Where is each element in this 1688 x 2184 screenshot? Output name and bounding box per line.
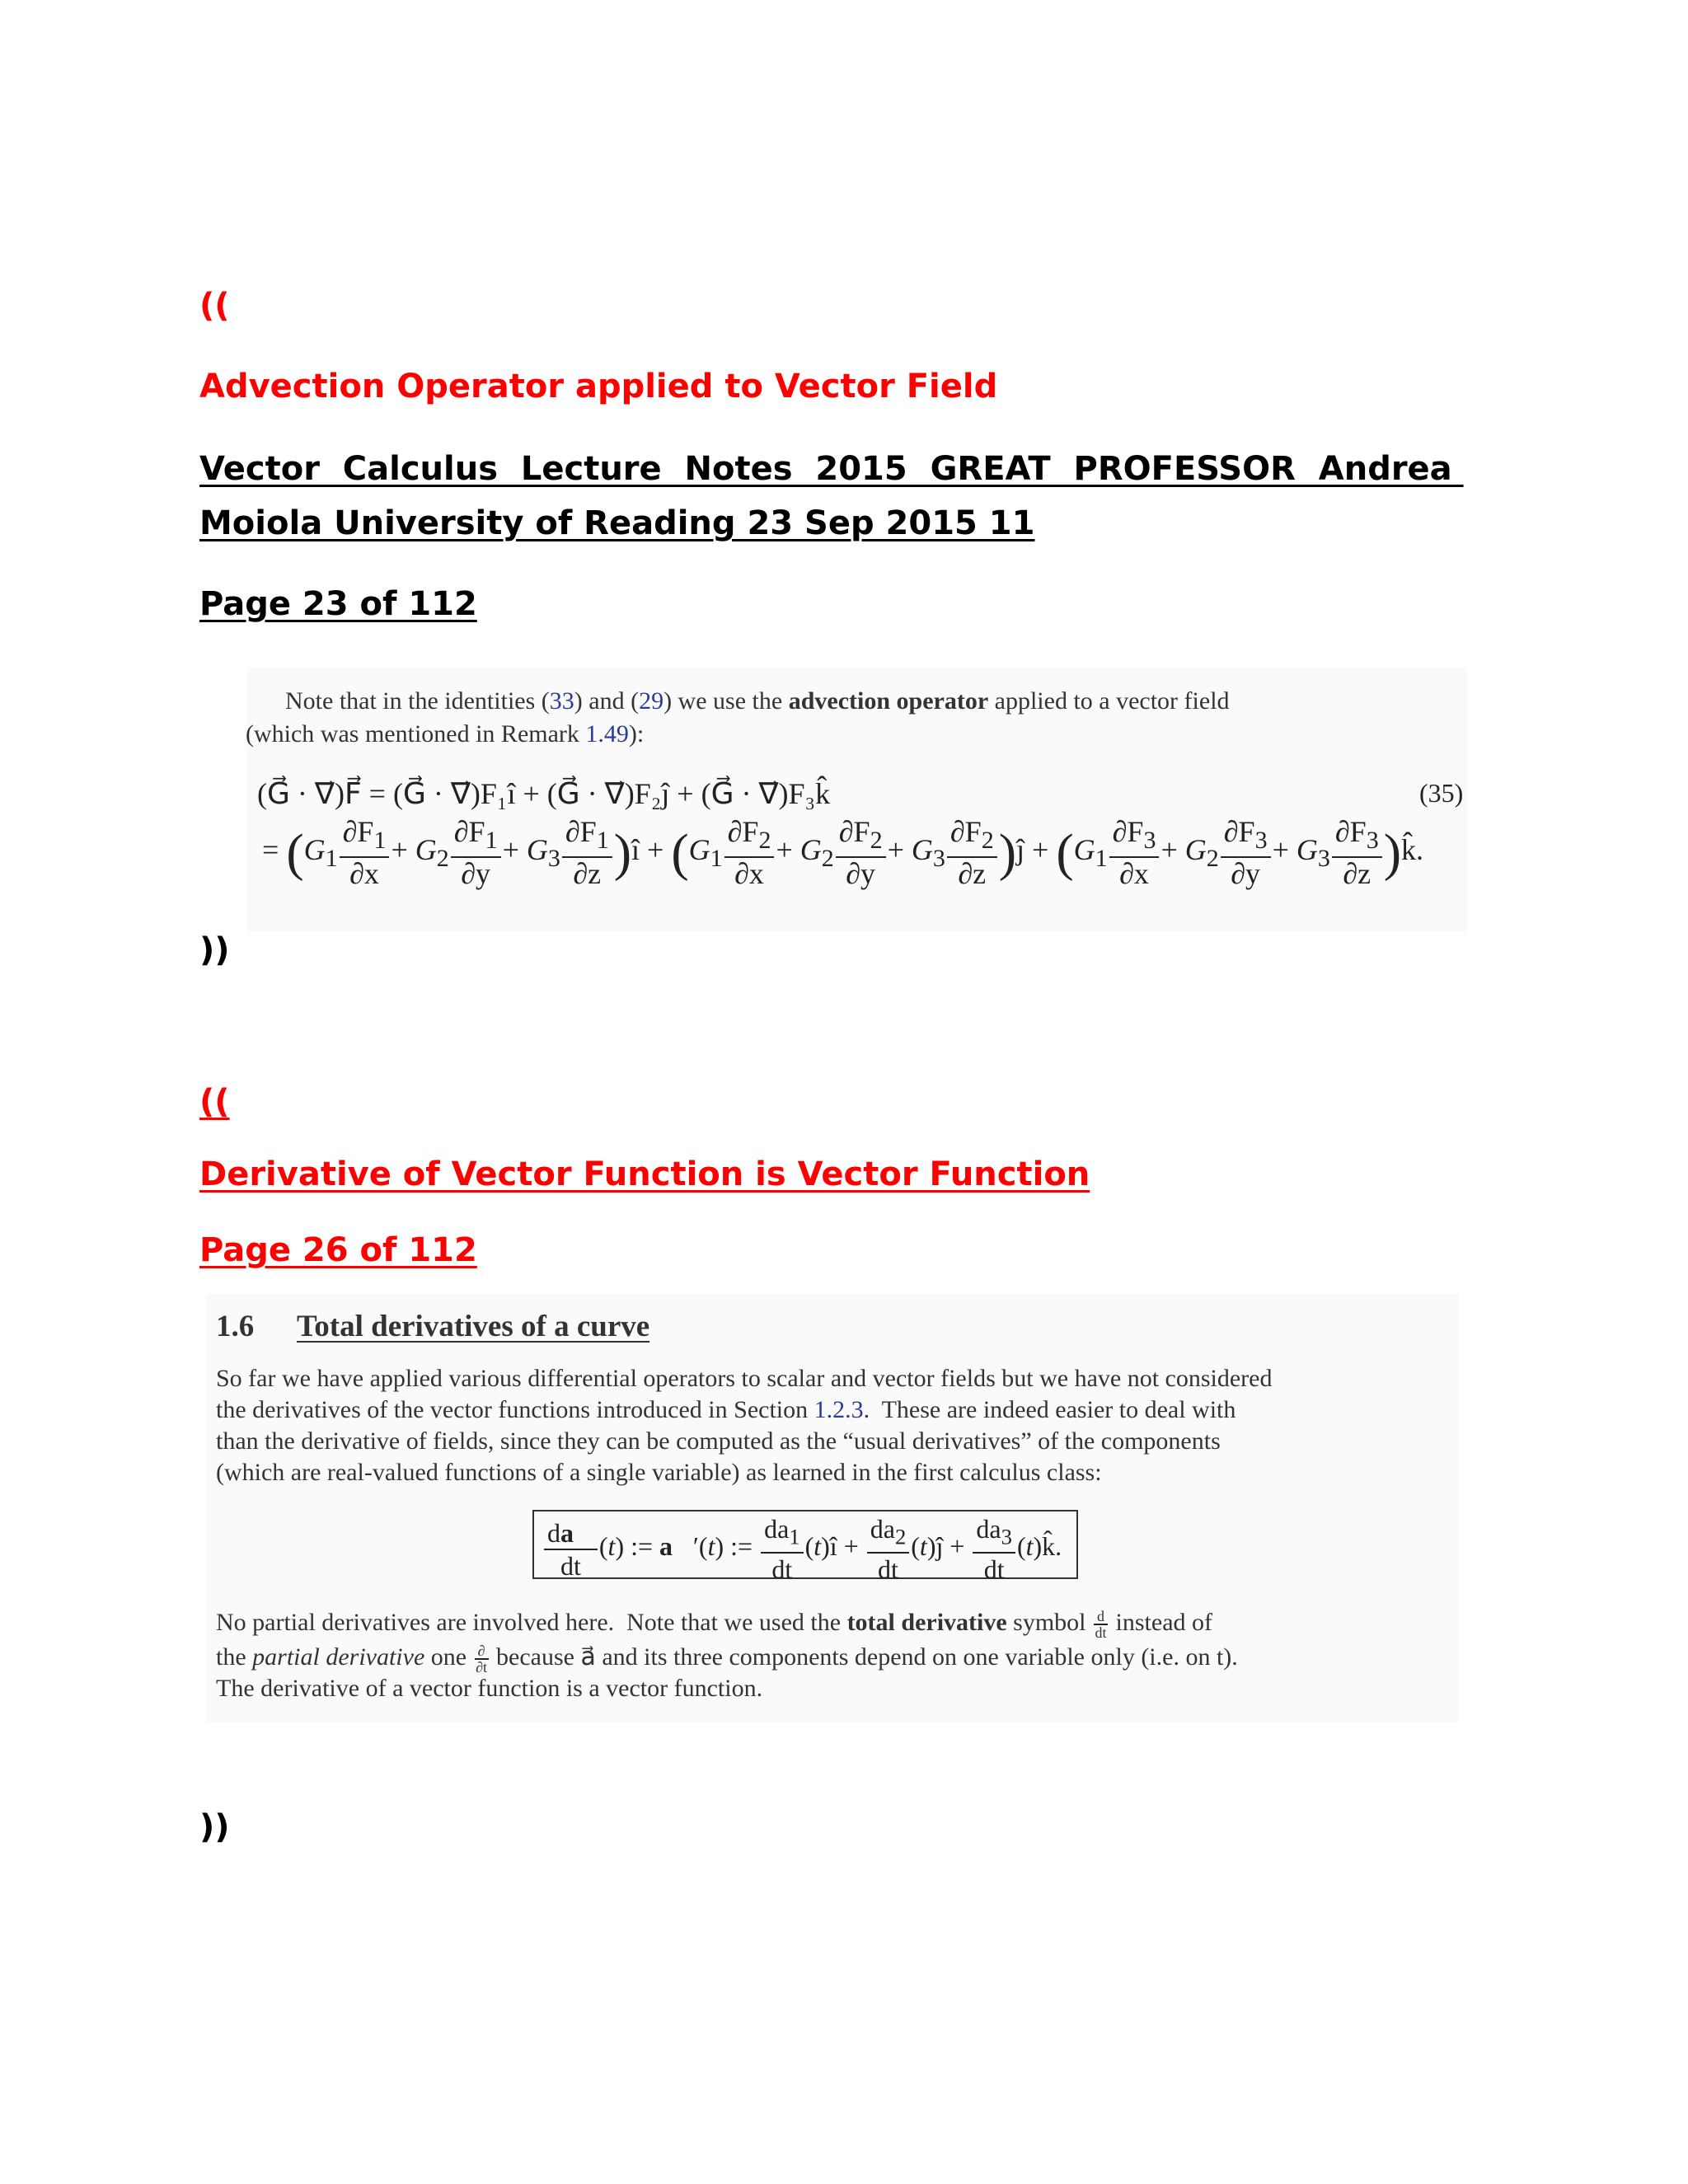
ref-29-link[interactable]: 29: [639, 687, 664, 715]
para2-line2c: because a⃗ and its three components depend on one variable only (i.e. on t).: [490, 1643, 1238, 1671]
para1-line2: [216, 1394, 1236, 1425]
total-derivative-term: total derivative: [846, 1609, 1007, 1636]
para2-line1b: symbol: [1006, 1609, 1093, 1636]
section-number: 1.6: [216, 1310, 255, 1343]
equation-35-line1: (G⃗ · ∇⃗)F⃗ = (G⃗ · ∇⃗)F₁î + (G⃗ · ∇⃗)F₂ĵ + (G⃗ · ∇⃗)F₃k̂: [257, 777, 831, 810]
text-f: ):: [628, 720, 645, 748]
close-marker-1: )): [199, 931, 230, 969]
section-title-advection: Advection Operator applied to Vector Field: [199, 368, 998, 405]
text-c: ) we use the: [663, 687, 789, 715]
equation-35-line2: = ($G_1$ $\frac{\partial F_1}{\partial x}$ + $G_2$ $\frac{\partial F_1}{\partial y}$ + $G_3$ $\frac{\partial F_1}{\partial z}$ )î + ($G_1$ $\frac{\partial F_2}{\partial x}$ + $G_2$ $\frac{\partial F_2}{\partial y}$ + $G_3$ $\frac{\partial F_2}{\partial z}$ )ĵ + ($G_1$ $\frac{\partial F_3}{\partial x}$ + $G_2$ $\frac{\partial F_3}{\partial y}$ + $G_3$ $\frac{\partial F_3}{\partial z}$ )k̂.: [262, 815, 1423, 891]
page-ref-23: Page 23 of 112: [199, 585, 477, 623]
boxed-derivative-formula: $\frac{da⃗}{dt}$ (t) := a⃗′(t) := $\frac{da_1}{dt}$ (t)î + $\frac{da_2}{dt}$ (t)ĵ + $\frac{da_3}{dt}$ (t)k̂.: [532, 1510, 1078, 1579]
equation-number-35: (35): [1419, 778, 1464, 808]
text-e: (which was mentioned in Remark: [246, 720, 586, 748]
para2-line2b: one: [424, 1643, 473, 1671]
para2-line1: [216, 1607, 1212, 1640]
para2-line2a: the: [216, 1643, 253, 1671]
excerpt1-line2: [246, 719, 644, 749]
text-a: Note that in the identities (: [285, 687, 550, 715]
para1-line2a: the derivatives of the vector functions introduced in Section: [216, 1396, 814, 1423]
text-d: applied to a vector field: [988, 687, 1230, 715]
text-b: ) and (: [574, 687, 640, 715]
d-dt-symbol: $\frac{d}{dt}$: [1095, 1608, 1107, 1642]
para2-line1a: No partial derivatives are involved here. Note that we used the: [216, 1609, 847, 1636]
para2-line3: The derivative of a vector function is a vector function.: [216, 1675, 763, 1702]
section-heading: Total derivatives of a curve: [297, 1310, 650, 1343]
section-ref-link[interactable]: 1.2.3: [814, 1396, 864, 1423]
para2-line2: [216, 1642, 1238, 1675]
para1-line2b: . These are indeed easier to deal with: [863, 1396, 1236, 1423]
page-ref-26: Page 26 of 112: [199, 1231, 477, 1269]
close-marker-2: )): [199, 1808, 230, 1846]
ref-33-link[interactable]: 33: [549, 687, 574, 715]
para1-line4: (which are real-valued functions of a single variable) as learned in the first calculus class:: [216, 1459, 1102, 1486]
section-title-derivative: Derivative of Vector Function is Vector Function: [199, 1155, 1090, 1193]
partial-derivative-term: partial derivative: [252, 1643, 425, 1671]
advection-term: advection operator: [788, 687, 989, 715]
open-marker-2: ((: [199, 1083, 230, 1121]
para2-line1c: instead of: [1109, 1609, 1212, 1636]
partial-dt-symbol: $\frac{\partial}{\partial t}$: [476, 1643, 488, 1676]
citation-line-1: Vector Calculus Lecture Notes 2015 GREAT PROFESSOR Andrea: [199, 450, 1464, 488]
para1-line1: So far we have applied various differential operators to scalar and vector fields but we have not considered: [216, 1365, 1273, 1392]
ref-remark-link[interactable]: 1.49: [585, 720, 629, 748]
excerpt1-line1: [285, 686, 1230, 716]
para1-line3: than the derivative of fields, since they can be computed as the “usual derivatives” of the components: [216, 1427, 1221, 1455]
citation-line-2: Moiola University of Reading 23 Sep 2015 11: [199, 504, 1035, 542]
open-marker-1: ((: [199, 287, 230, 325]
